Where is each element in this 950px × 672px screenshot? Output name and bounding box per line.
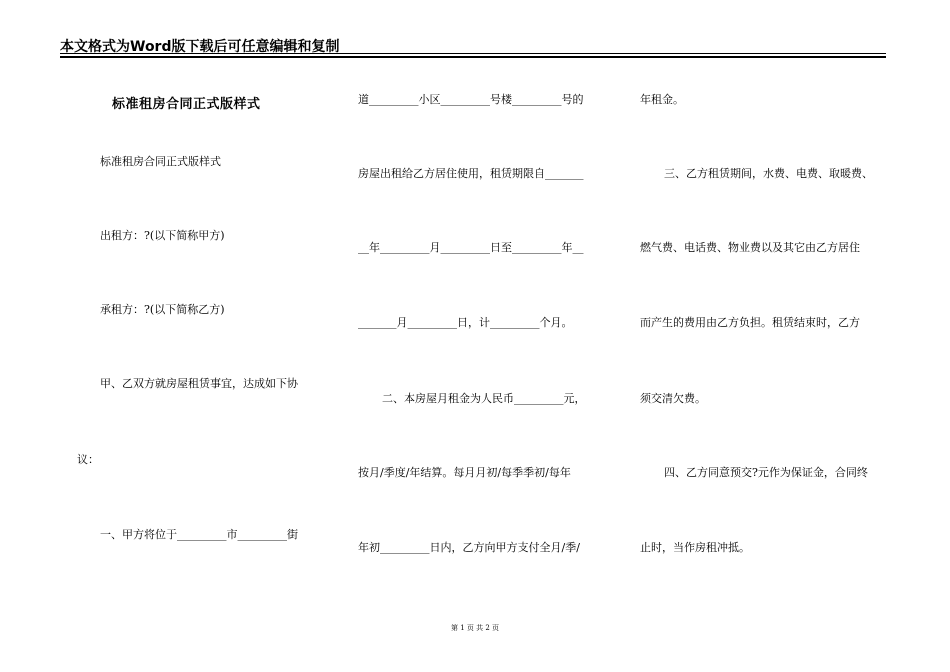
col3-line: 止时，当作房租冲抵。 [640, 541, 750, 554]
col1-line: 出租方：?(以下简称甲方) [100, 229, 225, 242]
col3-line: 四、乙方同意预交?元作为保证金，合同终 [664, 466, 868, 479]
col1-line: 甲、乙双方就房屋租赁事宜，达成如下协 [100, 377, 298, 390]
col3-line: 燃气费、电话费、物业费以及其它由乙方居住 [640, 241, 860, 254]
document-title: 标准租房合同正式版样式 [112, 97, 261, 112]
page-number: 第 1 页 共 2 页 [450, 624, 500, 632]
col3-line: 三、乙方租赁期间，水费、电费、取暖费、 [664, 167, 873, 180]
col3-line: 年租金。 [640, 93, 684, 106]
header-divider-thick [60, 56, 886, 58]
col2-line: 按月/季度/年结算。每月月初/每季季初/每年 [358, 466, 571, 479]
col2-line: 道_________小区_________号楼_________号的 [358, 93, 584, 106]
col2-line: __年_________月_________日至_________年__ [358, 241, 584, 254]
col2-line: 二、本房屋月租金为人民币_________元， [382, 392, 586, 405]
col3-line: 而产生的费用由乙方负担。租赁结束时，乙方 [640, 316, 860, 329]
col1-line: 议： [77, 453, 99, 466]
col1-line: 承租方：?(以下简称乙方) [100, 303, 225, 316]
document-header: 本文格式为Word版下载后可任意编辑和复制 [60, 39, 340, 55]
col1-line: 一、甲方将位于_________市_________街 [100, 528, 298, 541]
col2-line: 年初_________日内，乙方向甲方支付全月/季/ [358, 541, 580, 554]
header-divider [60, 53, 886, 54]
col1-line: 标准租房合同正式版样式 [100, 155, 221, 168]
col2-line: _______月_________日，计_________个月。 [358, 316, 573, 329]
col2-line: 房屋出租给乙方居住使用，租赁期限自_______ [358, 167, 584, 180]
col3-line: 须交清欠费。 [640, 392, 706, 405]
